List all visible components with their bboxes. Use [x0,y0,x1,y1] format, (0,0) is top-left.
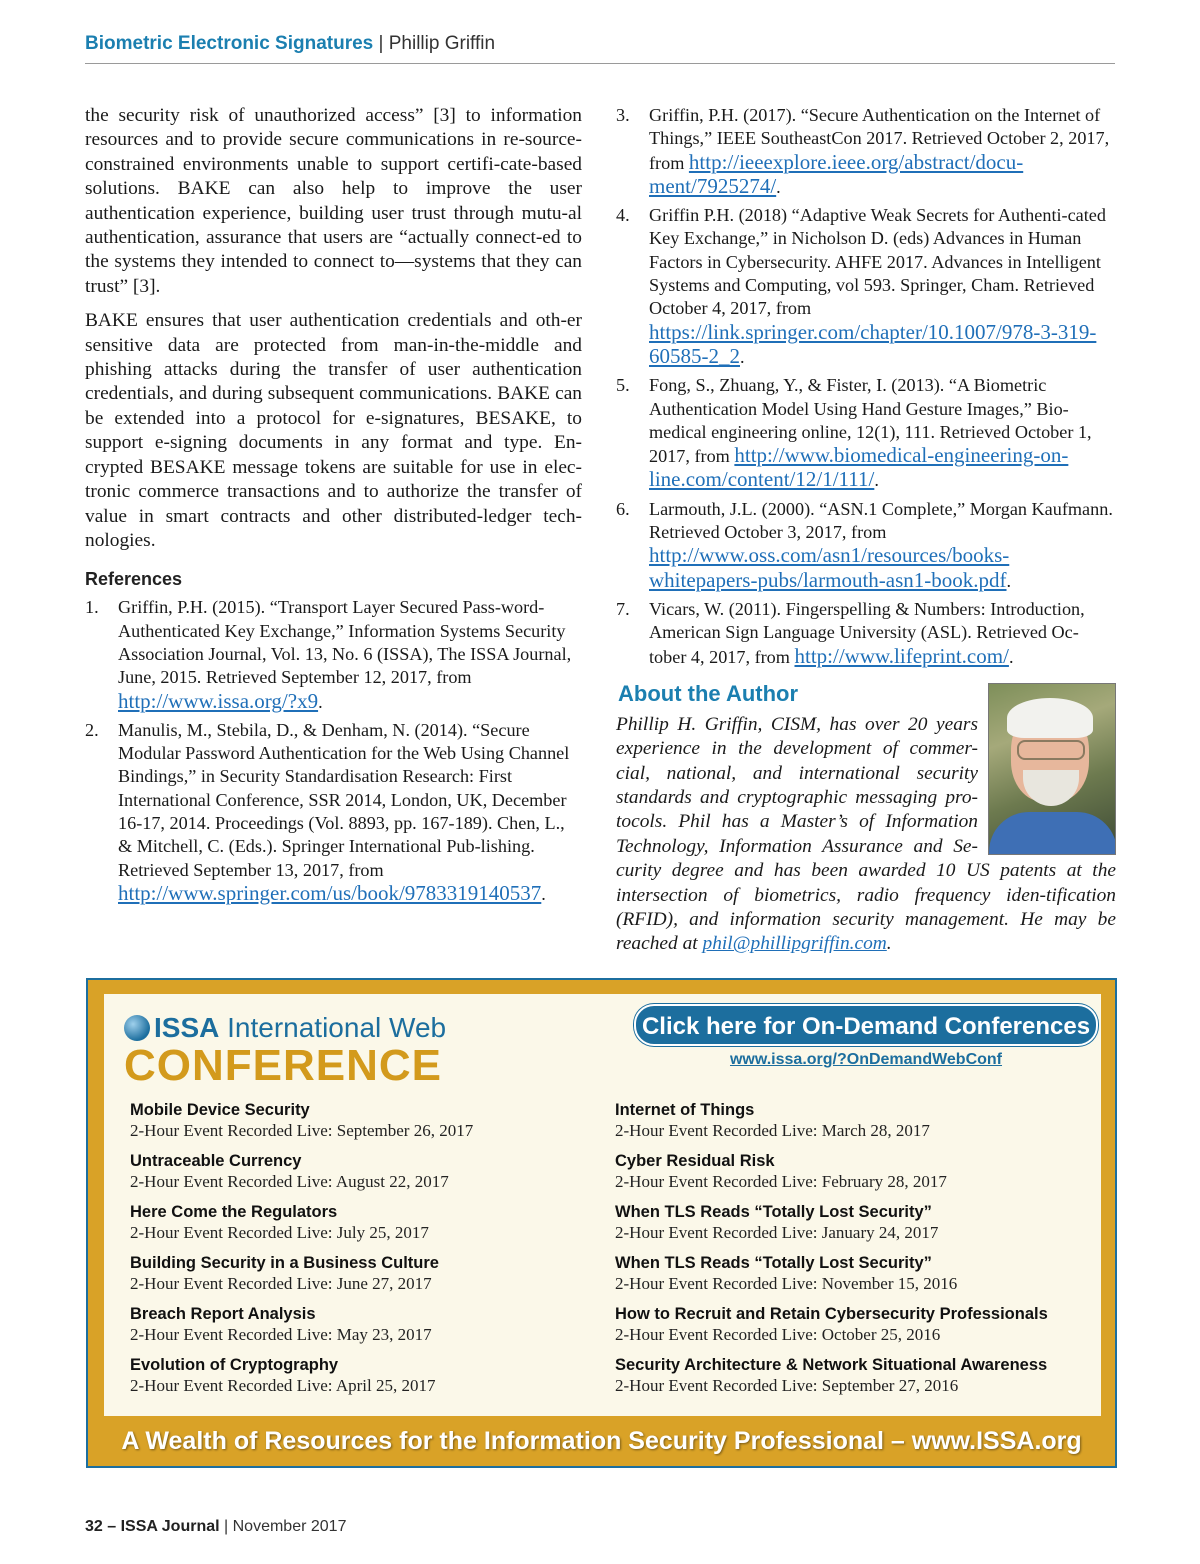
event-date: 2-Hour Event Recorded Live: November 15, 2016 [615,1274,958,1293]
reference-end: . [874,470,879,491]
reference-number: 3. [616,105,630,125]
references-heading: References [85,569,183,590]
event-list-right [615,1100,1055,1406]
reference-end: . [1006,570,1012,591]
globe-icon [124,1015,150,1041]
event-title: When TLS Reads “Totally Lost Security” [615,1254,932,1272]
publication-title: Biometric Electronic Signatures [85,33,374,54]
event-date: 2-Hour Event Recorded Live: September 26, 2017 [130,1121,474,1140]
reference-text: Griffin P.H. (2018) “Adaptive Weak Secrets for Authenti-cated Key Exchange,” in Nicholson D. (eds) Advances in Human Factors in Cybersecurity. AHFE 2017. Advances in Intelligent Systems and Computing, vol 593. Springer, Cham. Retrieved October 4, 2017, from [649,205,1106,319]
event-date: 2-Hour Event Recorded Live: August 22, 2017 [130,1172,449,1191]
author-bio-end: . [886,933,892,955]
author-email-link[interactable]: phil@phillipgriffin.com [702,933,887,955]
reference-link[interactable]: http://www.springer.com/us/book/9783319140537 [118,880,542,905]
running-header [85,33,1115,55]
event-title: Breach Report Analysis [130,1305,316,1323]
event-item [615,1253,1055,1295]
reference-item [85,719,582,906]
event-item [615,1151,1055,1193]
left-column [85,104,582,911]
header-separator: | [373,33,389,54]
issa-logo [124,1012,446,1088]
event-date: 2-Hour Event Recorded Live: February 28, 2017 [615,1172,947,1191]
reference-end: . [740,346,745,367]
event-item [130,1253,570,1295]
event-date: 2-Hour Event Recorded Live: October 25, 2016 [615,1325,941,1344]
event-item [130,1202,570,1244]
body-paragraph: BAKE ensures that user authentication credentials and oth-er sensitive data are protected from man-in-the-middle and phishing attacks during the transfer of user authentication credentials, and during subsequent communications. BAKE can be extended into a protocol for e-signatures, BESAKE, to support e-signing documents in any format and type. En-crypted BESAKE message tokens are suitable for use in elec-tronic commerce transactions and to authorize the transfer of value in smart contracts and other distributed-ledger tech-nologies. [85,310,582,551]
header-divider [85,63,1115,64]
reference-end: . [318,691,323,712]
reference-item [85,596,582,713]
reference-number: 1. [85,597,99,618]
reference-text: Griffin, P.H. (2017). “Secure Authentication on the Internet of Things,” IEEE SoutheastCon 2017. Retrieved October 2, 2017, from [649,105,1110,173]
reference-text: Vicars, W. (2011). Fingerspelling & Numbers: Introduction, American Sign Language University (ASL). Retrieved Oc-tober 4, 2017, from [649,598,1085,667]
reference-item [616,204,1116,369]
reference-number: 6. [616,498,630,519]
reference-item [616,374,1116,492]
logo-line2: CONFERENCE [124,1041,443,1090]
ad-panel [104,994,1101,1416]
reference-number: 2. [85,719,99,740]
event-title: Evolution of Cryptography [130,1356,339,1374]
reference-text: Manulis, M., Stebila, D., & Denham, N. (2014). “Secure Modular Password Authentication for the Web Using Channel Bindings,” in Security Standardisation Research: First International Conference, SSR 2014, London, UK, December 16-17, 2014. Proceedings (Vol. 8893, pp. 167-189). Chen, L., & Mitchell, C. (Eds.). Springer International Pub-lishing. Retrieved September 13, 2017, from [118,719,570,880]
issa-conference-ad [86,978,1117,1468]
ad-tagline[interactable]: A Wealth of Resources for the Information Security Professional – www.ISSA.org [121,1427,1082,1455]
event-item [615,1355,1055,1397]
event-item [130,1100,570,1142]
reference-list [85,596,582,906]
reference-number: 4. [616,205,630,226]
logo-brand: ISSA [154,1012,220,1043]
event-title: Mobile Device Security [130,1101,310,1119]
reference-link[interactable]: http://ieeexplore.ieee.org/abstract/docu-ment/7925274/ [649,149,1024,198]
about-author-heading: About the Author [618,680,799,706]
event-title: When TLS Reads “Totally Lost Security” [615,1203,932,1221]
author-bio-text: Phillip H. Griffin, CISM, has over 20 years experience in the development of commer-cial, national, and international security standards and cryptographic messaging pro-tocols. Phil has a Master’s of Information Technology, Information Assurance and Se-curity degree and has been awarded 10 US patents at the intersection of biometrics, radio frequency iden-tification (RFID), and information security management. He may be reached at [616,713,1116,955]
body-paragraph: the security risk of unauthorized access” [3] to information resources and to provide secure communications in re-source-constrained environments unable to support certifi-cate-based solutions. BAKE can also help to improve the user authentication experience, building user trust through mutu-al authentication, assurance that users are “actually connect-ed to the systems they intended to connect to—systems that they can trust” [3]. [85,105,582,297]
event-title: Here Come the Regulators [130,1203,338,1221]
footer-page: 32 – ISSA Journal [85,1518,220,1535]
reference-link[interactable]: http://www.lifeprint.com/ [794,643,1009,668]
event-list-left [130,1100,570,1406]
reference-item [616,598,1116,669]
reference-number: 7. [616,598,630,619]
event-date: 2-Hour Event Recorded Live: June 27, 2017 [130,1274,432,1293]
event-title: Untraceable Currency [130,1152,302,1170]
page-footer [85,1518,346,1536]
reference-text: Griffin, P.H. (2015). “Transport Layer Secured Pass-word-Authenticated Key Exchange,” Information Systems Security Association Journal, Vol. 13, No. 6 (ISSA), The ISSA Journal, June, 2015. Retrieved September 12, 2017, from [118,597,572,688]
event-title: How to Recruit and Retain Cybersecurity Professionals [615,1305,1048,1323]
reference-link[interactable]: http://www.issa.org/?x9 [118,688,319,713]
event-item [130,1355,570,1397]
event-item [615,1100,1055,1142]
right-column [616,104,1116,957]
author-photo [988,683,1116,855]
on-demand-conferences-button[interactable]: Click here for On-Demand Conferences [634,1004,1098,1046]
footer-date: November 2017 [232,1518,347,1535]
reference-link[interactable]: http://www.biomedical-engineering-on-line.com/content/12/1/111/ [649,443,1069,492]
event-item [130,1151,570,1193]
event-title: Building Security in a Business Culture [130,1254,439,1272]
event-title: Internet of Things [615,1101,755,1119]
event-date: 2-Hour Event Recorded Live: May 23, 2017 [130,1325,432,1344]
reference-end: . [776,176,781,197]
event-title: Security Architecture & Network Situational Awareness [615,1356,1048,1374]
reference-link[interactable]: https://link.springer.com/chapter/10.1007/978-3-319-60585-2_2 [649,319,1097,368]
event-title: Cyber Residual Risk [615,1152,775,1170]
reference-link[interactable]: http://www.oss.com/asn1/resources/books-whitepapers-pubs/larmouth-asn1-book.pdf [649,543,1010,592]
reference-text: Fong, S., Zhuang, Y., & Fister, I. (2013). “A Biometric Authentication Model Using Hand Gesture Images,” Bio-medical engineering online, 12(1), 111. Retrieved October 1, 2017, from [649,375,1092,467]
event-item [130,1304,570,1346]
event-date: 2-Hour Event Recorded Live: January 24, 2017 [615,1223,939,1242]
reference-end: . [1008,646,1014,667]
event-date: 2-Hour Event Recorded Live: September 27, 2016 [615,1376,959,1395]
footer-separator: | [219,1518,233,1535]
event-item [615,1202,1055,1244]
event-item [615,1304,1055,1346]
reference-end: . [541,883,546,904]
reference-text: Larmouth, J.L. (2000). “ASN.1 Complete,” Morgan Kaufmann. Retrieved October 3, 2017, from [649,498,1113,543]
on-demand-url-link[interactable]: www.issa.org/?OnDemandWebConf [729,1051,1003,1068]
reference-list-continued [616,104,1116,669]
event-date: 2-Hour Event Recorded Live: April 25, 2017 [130,1376,436,1395]
event-date: 2-Hour Event Recorded Live: July 25, 2017 [130,1223,429,1242]
reference-number: 5. [616,375,630,396]
logo-line1: International Web [219,1012,447,1043]
reference-item [616,104,1116,199]
reference-item [616,498,1116,593]
header-author: Phillip Griffin [388,33,496,54]
event-date: 2-Hour Event Recorded Live: March 28, 2017 [615,1121,930,1140]
